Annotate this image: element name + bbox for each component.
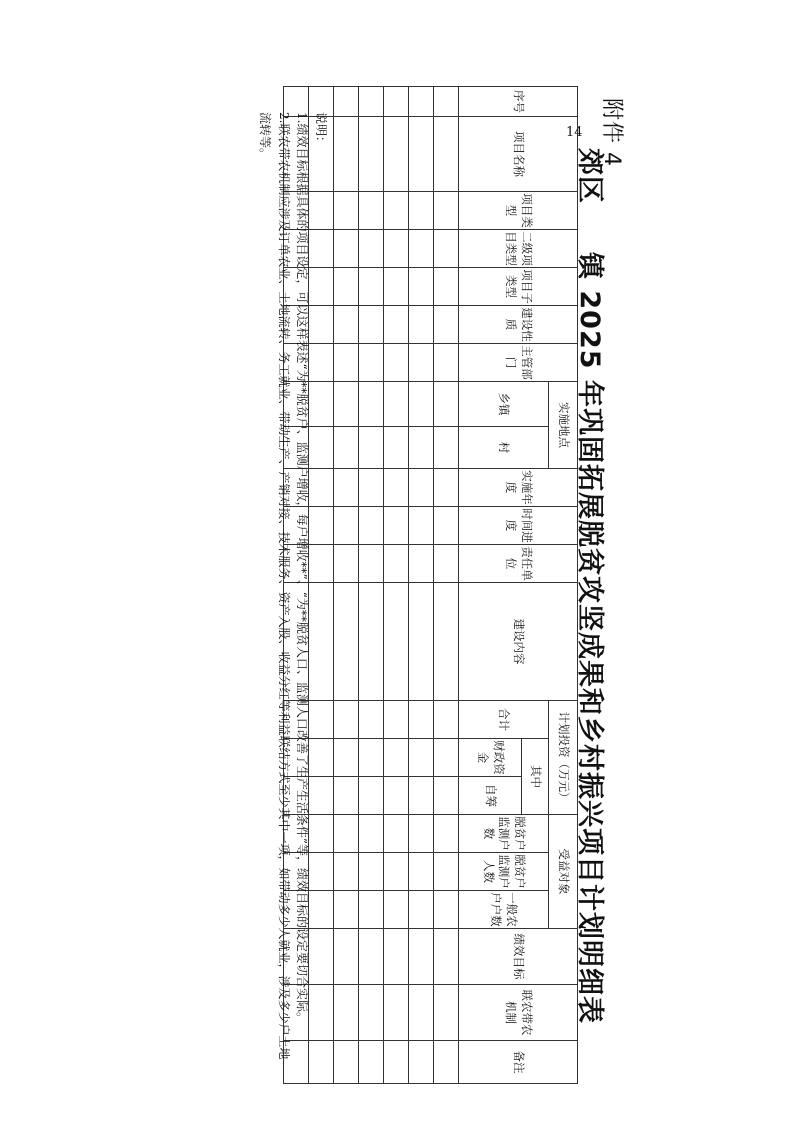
annex-label: 附件 4 <box>599 98 624 167</box>
col-resp-unit: 责任单位 <box>459 545 578 583</box>
col-self: 自筹 <box>459 777 522 815</box>
col-poor-people: 脱贫户监测户人数 <box>459 853 549 891</box>
group-beneficiaries: 受益对象 <box>549 815 578 929</box>
notes-line-1: 1.绩效目标根据具体的项目设定，可以这样表述“为**脱贫户、监测户增收，每户增收**”、“为**脱贫人口、监测人口改善了生产生活条件”等，绩效目标的设定要切合实际。 <box>295 112 310 1024</box>
col-content: 建设内容 <box>459 583 578 701</box>
col-impl-year: 实施年度 <box>459 469 578 507</box>
table-row <box>409 87 434 1084</box>
col-fiscal: 财政资金 <box>459 739 522 777</box>
group-location: 实施地点 <box>549 382 578 469</box>
title-main: 镇 2025 年巩固拓展脱贫攻坚成果和乡村振兴项目计划明细表 <box>574 252 605 1024</box>
group-funds: 计划投资（万元） <box>549 701 578 815</box>
table-row <box>334 87 359 1084</box>
col-general: 一般农户户数 <box>459 891 549 929</box>
col-type: 项目类型 <box>459 192 578 230</box>
col-mechanism: 联农带农机制 <box>459 985 578 1041</box>
col-subtype: 项目子类型 <box>459 268 578 306</box>
col-subtype2: 二级项目类型 <box>459 230 578 268</box>
table-row <box>384 87 409 1084</box>
page-number: 14 <box>566 125 583 140</box>
col-progress: 时间进度 <box>459 507 578 545</box>
col-poor-households: 脱贫户监测户数 <box>459 815 549 853</box>
group-funds-sub: 其中 <box>522 739 549 815</box>
table-row <box>359 87 384 1084</box>
title-district: 郊区 <box>574 148 605 204</box>
col-township: 乡镇 <box>459 382 549 427</box>
col-seq: 序号 <box>459 87 578 117</box>
col-nature: 建设性质 <box>459 306 578 344</box>
col-remark: 备注 <box>459 1041 578 1084</box>
page-title <box>573 148 612 1068</box>
col-total: 合计 <box>459 701 549 739</box>
col-name: 项目名称 <box>459 117 578 192</box>
table-row <box>434 87 459 1084</box>
notes-line-2: 2.联农带农机制应涉及订单农业、土地流转、务工就业、带动生产、产销对接、技术服务、资产入股、收益分红等利益联结方式至少其中一项，如带动多少人就业，涉及多少户土地流转等。 <box>258 112 291 1060</box>
notes-title: 说明： <box>314 112 328 149</box>
col-village: 村 <box>459 427 549 469</box>
col-target: 绩效目标 <box>459 929 578 985</box>
col-dept: 主管部门 <box>459 344 578 382</box>
notes <box>256 112 330 1062</box>
